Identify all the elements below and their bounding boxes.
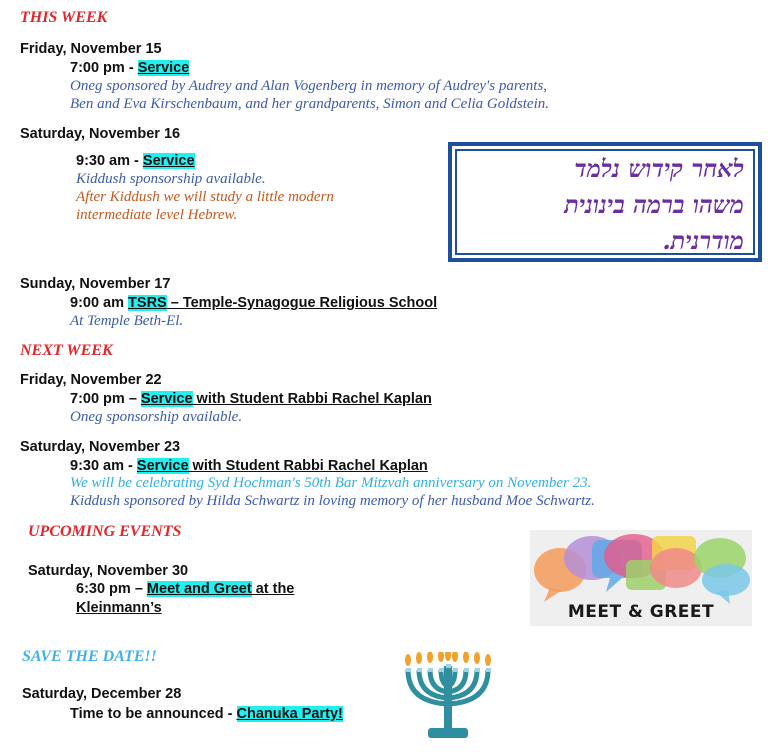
time-label: 9:00 am [70, 295, 129, 311]
time-label: 6:30 pm – [76, 581, 147, 597]
hebrew-line-2: משהו ברמה בינונית [564, 190, 744, 219]
chanuka-line [70, 706, 343, 722]
oneg-sponsorship-note: Oneg sponsorship available. [70, 409, 243, 425]
saturday-nov-30-date: Saturday, November 30 [28, 563, 189, 579]
saturday-nov-23-line [70, 458, 428, 474]
time-label: Time to be announced - [70, 706, 237, 722]
saturday-nov-16-line [76, 153, 195, 169]
service-link[interactable]: Service [136, 458, 189, 474]
rabbi-label: with Student Rabbi Rachel Kaplan [188, 458, 428, 474]
hebrew-callout-box [448, 142, 762, 262]
service-link[interactable]: Service [142, 153, 195, 169]
friday-nov-15-line [70, 60, 189, 76]
kiddush-note: Kiddush sponsorship available. [76, 171, 266, 187]
time-label: 9:30 am - [70, 458, 137, 474]
saturday-dec-28-date: Saturday, December 28 [22, 686, 182, 702]
saturday-nov-16-date: Saturday, November 16 [20, 126, 181, 142]
meet-greet-line-1 [76, 581, 294, 597]
menorah-graphic [398, 652, 498, 748]
menorah-image [398, 652, 498, 748]
oneg-note-line-1: Oneg sponsored by Audrey and Alan Vogenberg in memory of Audrey's parents, [70, 78, 548, 94]
speech-bubbles-image [530, 530, 752, 626]
meet-greet-location: Kleinmann’s [76, 600, 162, 616]
saturday-nov-23-date: Saturday, November 23 [20, 439, 181, 455]
hebrew-study-note-line-2: intermediate level Hebrew. [76, 207, 238, 223]
service-link[interactable]: Service [137, 60, 190, 76]
meet-and-greet-link[interactable]: Meet and Greet [146, 581, 252, 597]
time-label: 9:30 am - [76, 153, 143, 169]
save-the-date-heading: SAVE THE DATE!! [22, 648, 157, 665]
bar-mitzvah-note: We will be celebrating Syd Hochman's 50th Bar Mitzvah anniversary on November 23. [70, 475, 592, 491]
sunday-nov-17-line [70, 295, 437, 311]
upcoming-events-heading: UPCOMING EVENTS [28, 523, 182, 540]
oneg-note-line-2: Ben and Eva Kirschenbaum, and her grandparents, Simon and Celia Goldstein. [70, 96, 549, 112]
hebrew-line-1: לאחר קידוש נלמד [574, 154, 744, 183]
sunday-nov-17-date: Sunday, November 17 [20, 276, 171, 292]
friday-nov-15-date: Friday, November 15 [20, 41, 162, 57]
kiddush-sponsor-note: Kiddush sponsored by Hilda Schwartz in loving memory of her husband Moe Schwartz. [70, 493, 595, 509]
hebrew-line-3: מודרנית. [662, 226, 744, 255]
hebrew-study-note-line-1: After Kiddush we will study a little modern [76, 189, 334, 205]
tsrs-link[interactable]: TSRS [128, 295, 167, 311]
rabbi-label: with Student Rabbi Rachel Kaplan [192, 391, 432, 407]
chanuka-party-link[interactable]: Chanuka Party! [236, 706, 343, 722]
temple-beth-el-note: At Temple Beth-El. [70, 313, 184, 329]
time-label: 7:00 pm – [70, 391, 141, 407]
this-week-heading: THIS WEEK [20, 9, 108, 26]
tsrs-description: – Temple-Synagogue Religious School [166, 295, 438, 311]
friday-nov-22-line [70, 391, 432, 407]
time-label: 7:00 pm - [70, 60, 138, 76]
location-label: at the [251, 581, 295, 597]
service-link[interactable]: Service [140, 391, 193, 407]
next-week-heading: NEXT WEEK [20, 342, 113, 359]
meet-greet-caption: MEET & GREET [567, 602, 715, 622]
friday-nov-22-date: Friday, November 22 [20, 372, 162, 388]
